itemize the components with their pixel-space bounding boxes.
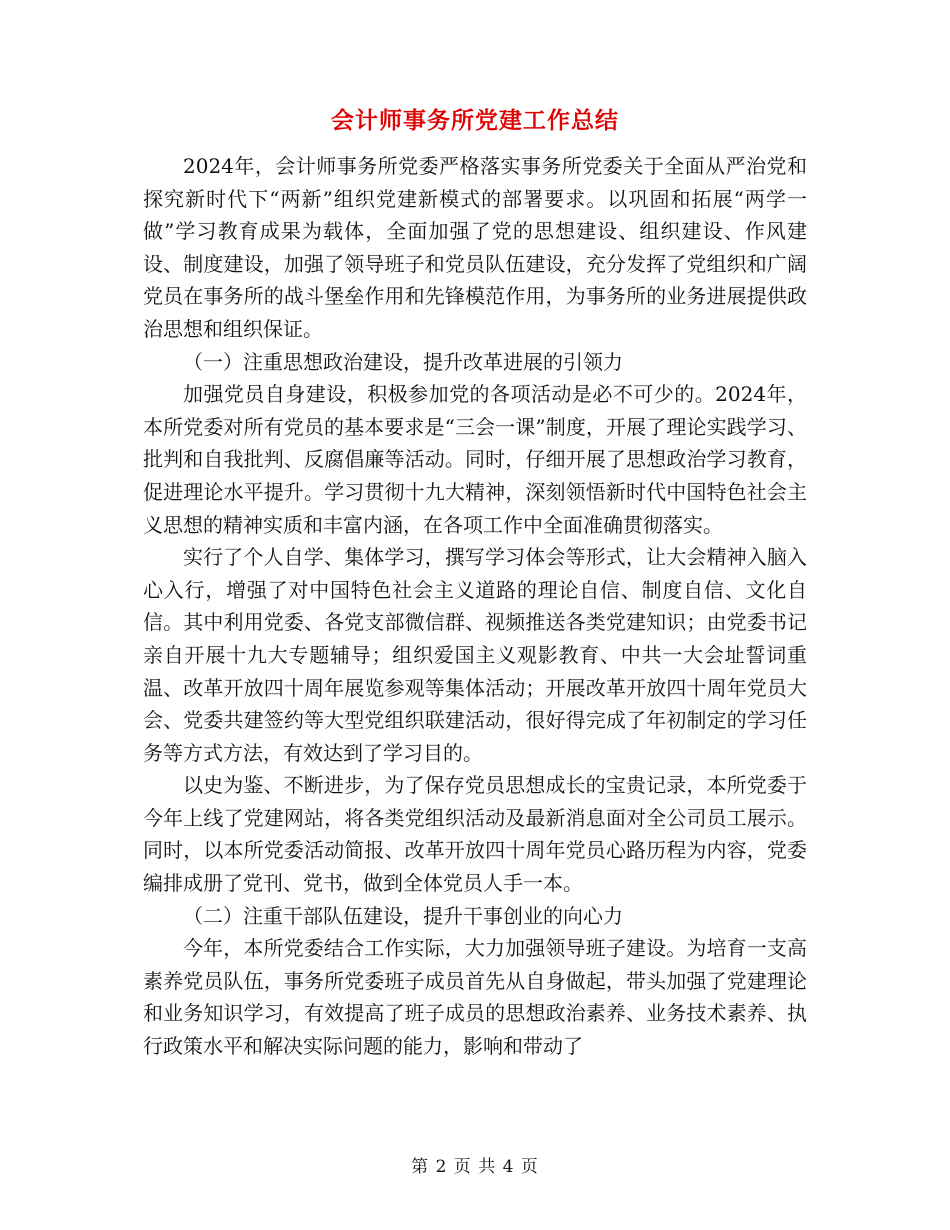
paragraph-intro: 2024年，会计师事务所党委严格落实事务所党委关于全面从严治党和探究新时代下“两新”组织党建新模式的部署要求。以巩固和拓展“两学一做”学习教育成果为载体，全面加强了党的思想建设、组织建设、作风建设、制度建设，加强了领导班子和党员队伍建设，充分发挥了党组织和广阔党员在事务所的战斗堡垒作用和先锋模范作用，为事务所的业务进展提供政治思想和组织保证。 [143,154,807,341]
page-footer: 第 2 页 共 4 页 [411,1157,539,1177]
section-heading-2: （二）注重干部队伍建设，提升干事创业的向心力 [183,903,623,928]
document-page [143,104,807,1063]
paragraph-cadre: 今年，本所党委结合工作实际，大力加强领导班子建设。为培育一支高素养党员队伍，事务所党委班子成员首先从自身做起，带头加强了党建理论和业务知识学习，有效提高了班子成员的思想政治素养、业务技术素养、执行政策水平和解决实际问题的能力，影响和带动了 [143,936,807,1059]
section-heading-1: （一）注重思想政治建设，提升改革进展的引领力 [183,349,623,374]
paragraph-history: 以史为鉴、不断进步，为了保存党员思想成长的宝贵记录，本所党委于今年上线了党建网站，将各类党组织活动及最新消息面对全公司员工展示。同时，以本所党委活动简报、改革开放四十周年党员心路历程为内容，党委编排成册了党刊、党书，做到全体党员人手一本。 [143,773,807,896]
paragraph-party-building: 加强党员自身建设，积极参加党的各项活动是必不可少的。2024年，本所党委对所有党员的基本要求是“三会一课”制度，开展了理论实践学习、批判和自我批判、反腐倡廉等活动。同时，仔细开展了思想政治学习教育，促进理论水平提升。学习贯彻十九大精神，深刻领悟新时代中国特色社会主义思想的精神实质和丰富内涵，在各项工作中全面准确贯彻落实。 [143,382,807,537]
paragraph-study-forms: 实行了个人自学、集体学习，撰写学习体会等形式，让大会精神入脑入心入行，增强了对中国特色社会主义道路的理论自信、制度自信、文化自信。其中利用党委、各党支部微信群、视频推送各类党建知识；由党委书记亲自开展十九大专题辅导；组织爱国主义观影教育、中共一大会址誓词重温、改革开放四十周年展览参观等集体活动；开展改革开放四十周年党员大会、党委共建签约等大型党组织联建活动，很好得完成了年初制定的学习任务等方式方法，有效达到了学习目的。 [143,545,807,765]
document-title: 会计师事务所党建工作总结 [331,107,619,134]
